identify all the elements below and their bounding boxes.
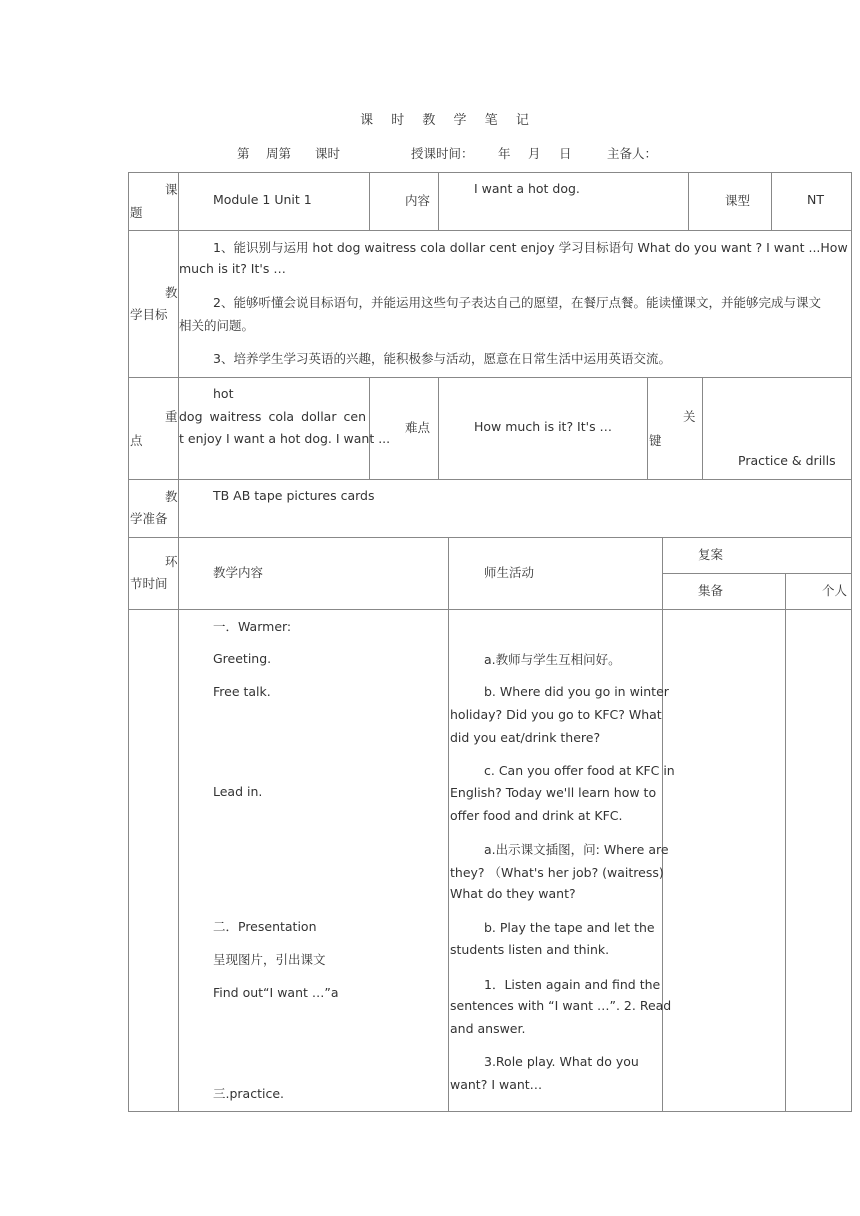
content-item: Free talk. (213, 684, 271, 699)
activity-line: b. Play the tape and let the (484, 920, 655, 935)
activity-line: What do they want? (450, 886, 576, 901)
content-value: I want a hot dog. (474, 181, 580, 196)
key-value: Practice & drills (738, 453, 836, 468)
day-label: 日 (559, 146, 572, 161)
plan-header: 复案 (698, 547, 724, 562)
focus-label-2: 点 (130, 433, 143, 448)
document-title: 课 时 教 学 笔 记 (360, 113, 536, 128)
goals-label-1: 教 (165, 285, 178, 300)
key-label-1: 关 (683, 409, 696, 424)
goal-3: 3、培养学生学习英语的兴趣，能积极参与活动，愿意在日常生活中运用英语交流。 (213, 351, 671, 366)
content-label: 内容 (405, 193, 431, 208)
prep-materials: TB AB tape pictures cards (213, 488, 375, 503)
type-label: 课型 (725, 193, 751, 208)
content-item: 三.practice. (213, 1086, 284, 1101)
focus-line-3: t enjoy I want a hot dog. I want ... (179, 431, 391, 446)
activity-line: and answer. (450, 1021, 526, 1036)
goal-2-line-1: 2、能够听懂会说目标语句，并能运用这些句子表达自己的愿望，在餐厅点餐。能读懂课文，并能够完成与课文 (213, 295, 821, 310)
preparer-label: 主备人： (607, 146, 658, 161)
activity-line: they? （What's her job? (waitress) (450, 865, 664, 880)
activity-line: sentences with “I want …”. 2. Read (450, 998, 672, 1013)
focus-line-1: hot (213, 386, 234, 401)
activity-line: c. Can you offer food at KFC in (484, 763, 675, 778)
period-suffix: 课时 (315, 146, 341, 161)
key-label-2: 键 (649, 433, 662, 448)
content-item: 一．Warmer: (213, 619, 292, 634)
activity-line: a.教师与学生互相问好。 (484, 652, 621, 667)
year-label: 年 (498, 146, 511, 161)
teaching-content-header: 教学内容 (213, 565, 264, 580)
week-prefix: 第 (237, 146, 250, 161)
activity-line: English? Today we'll learn how to (450, 785, 657, 800)
activity-line: want? I want… (450, 1077, 543, 1092)
difficulty-label: 难点 (405, 420, 431, 435)
activity-line: did you eat/drink there? (450, 730, 601, 745)
topic-label-2: 题 (130, 205, 143, 220)
goals-label-2: 学目标 (130, 307, 168, 322)
focus-label-1: 重 (165, 409, 178, 424)
prep-label-1: 教 (165, 489, 178, 504)
content-item: Lead in. (213, 784, 263, 799)
content-item: 二．Presentation (213, 919, 317, 934)
difficulty-value: How much is it? It's … (474, 419, 613, 434)
activity-line: offer food and drink at KFC. (450, 808, 623, 823)
activity-line: b. Where did you go in winter (484, 684, 669, 699)
type-value: NT (807, 192, 824, 207)
activity-line: 1．Listen again and find the (484, 977, 661, 992)
step-label-2: 节时间 (130, 576, 168, 591)
activity-line: students listen and think. (450, 942, 610, 957)
activity-line: a.出示课文插图，问: Where are (484, 842, 669, 857)
step-label-1: 环 (165, 554, 178, 569)
activity-line: holiday? Did you go to KFC? What (450, 707, 662, 722)
month-label: 月 (528, 146, 541, 161)
topic-label-1: 课 (165, 182, 178, 197)
activity-header: 师生活动 (484, 565, 535, 580)
goal-1-line-2: much is it? It's … (179, 261, 286, 276)
group-header: 集备 (698, 583, 724, 598)
content-item: 呈现图片，引出课文 (213, 952, 326, 967)
content-item: Greeting. (213, 651, 272, 666)
week-suffix: 周第 (266, 146, 292, 161)
goal-2-line-2: 相关的问题。 (179, 318, 255, 333)
personal-header: 个人 (822, 583, 848, 598)
focus-line-2: dog waitress cola dollar cen (179, 409, 366, 424)
activity-line: 3.Role play. What do you (484, 1054, 639, 1069)
teach-time-label: 授课时间： (411, 146, 474, 161)
prep-label-2: 学准备 (130, 511, 168, 526)
topic-value: Module 1 Unit 1 (213, 192, 312, 207)
content-item: Find out“I want …”a (213, 985, 339, 1000)
goal-1-line-1: 1、能识别与运用 hot dog waitress cola dollar cent enjoy 学习目标语句 What do you want ? I want ...How (213, 240, 848, 255)
